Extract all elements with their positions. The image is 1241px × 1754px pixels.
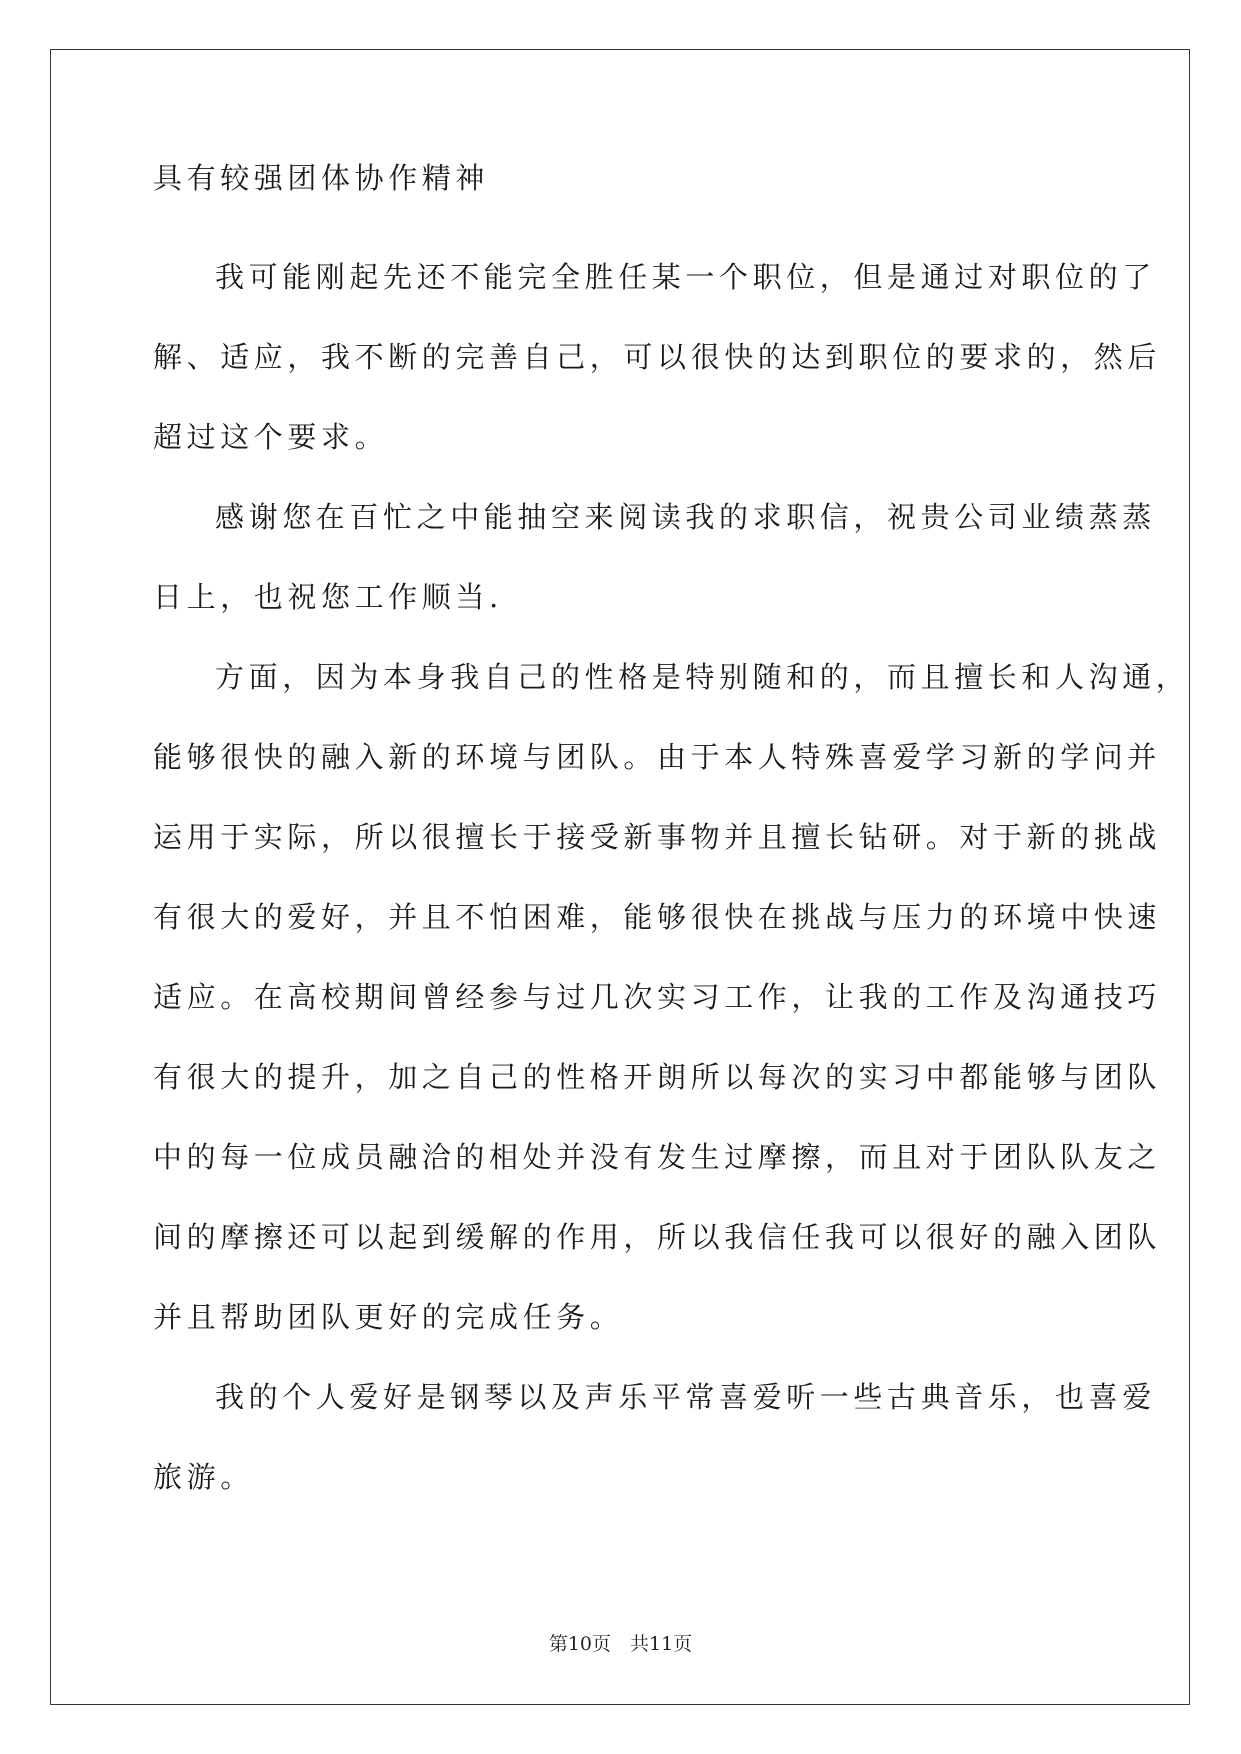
text-line: 运用于实际，所以很擅长于接受新事物并且擅长钻研。对于新的挑战 xyxy=(153,820,1162,854)
paragraph-2 xyxy=(153,477,1156,637)
text-line: 日上，也祝您工作顺当. xyxy=(153,580,503,614)
document-body xyxy=(153,158,1190,1517)
text-line: 有很大的提升，加之自己的性格开朗所以每次的实习中都能够与团队 xyxy=(153,1060,1162,1094)
paragraph-4 xyxy=(153,1357,1156,1517)
text-line: 解、适应，我不断的完善自己，可以很快的达到职位的要求的，然后 xyxy=(153,340,1162,374)
text-line: 方面，因为本身我自己的性格是特别随和的，而且擅长和人沟通， xyxy=(215,660,1190,694)
text-line: 我的个人爱好是钢琴以及声乐平常喜爱听一些古典音乐，也喜爱 xyxy=(215,1380,1156,1414)
paragraph-1 xyxy=(153,237,1162,477)
text-line: 并且帮助团队更好的完成任务。 xyxy=(153,1300,624,1334)
page-number-footer: 第10页 共11页 xyxy=(548,1633,693,1655)
text-line: 感谢您在百忙之中能抽空来阅读我的求职信，祝贵公司业绩蒸蒸 xyxy=(215,500,1156,534)
text-line: 超过这个要求。 xyxy=(153,420,389,454)
text-line: 旅游。 xyxy=(153,1460,254,1494)
text-line: 能够很快的融入新的环境与团队。由于本人特殊喜爱学习新的学问并 xyxy=(153,740,1162,774)
text-line: 中的每一位成员融洽的相处并没有发生过摩擦，而且对于团队队友之 xyxy=(153,1140,1162,1174)
text-line: 我可能刚起先还不能完全胜任某一个职位，但是通过对职位的了 xyxy=(215,260,1156,294)
text-line: 间的摩擦还可以起到缓解的作用，所以我信任我可以很好的融入团队 xyxy=(153,1220,1162,1254)
text-line: 适应。在高校期间曾经参与过几次实习工作，让我的工作及沟通技巧 xyxy=(153,980,1162,1014)
heading-line: 具有较强团体协作精神 xyxy=(153,161,490,195)
paragraph-3 xyxy=(153,637,1190,1357)
text-line: 有很大的爱好，并且不怕困难，能够很快在挑战与压力的环境中快速 xyxy=(153,900,1162,934)
